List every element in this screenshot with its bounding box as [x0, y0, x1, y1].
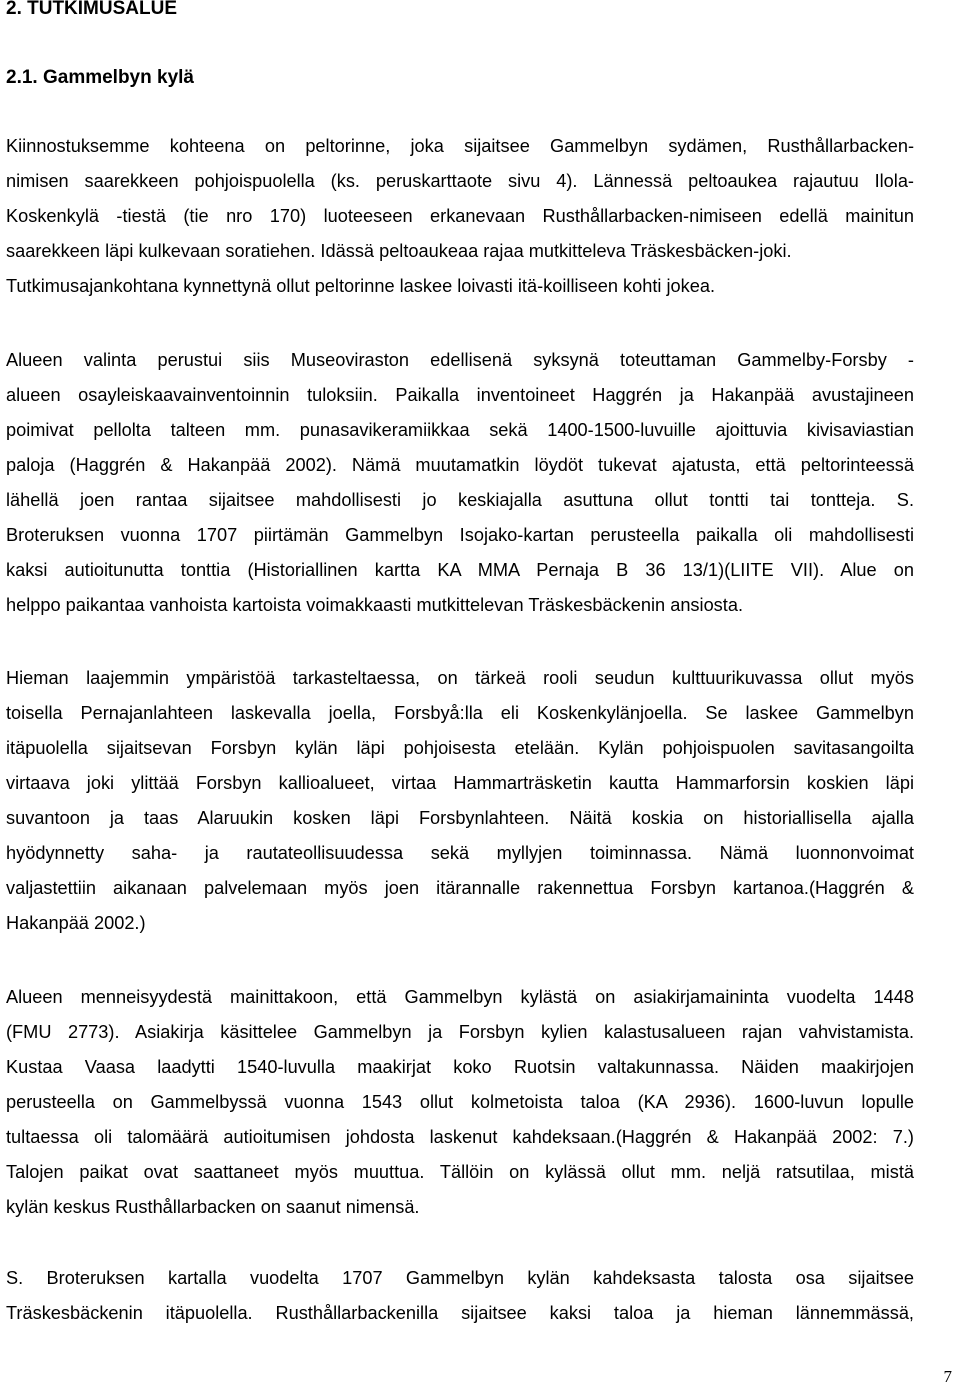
- paragraph-study-object: [6, 134, 914, 309]
- text-line: Kustaa Vaasa laadytti 1540-luvulla maakirjat koko Ruotsin valtakunnassa. Näiden maakirjojen: [6, 1057, 914, 1077]
- text-line: hyödynnetty saha- ja rautateollisuudessa sekä myllyjen toiminnassa. Nämä luonnonvoimat: [6, 843, 914, 863]
- paragraph-surroundings: [6, 666, 914, 946]
- text-line: saarekkeen läpi kulkevaan soratiehen. Idässä peltoaukeaa rajaa mutkitteleva Träskesbäcken-joki.: [6, 241, 792, 261]
- text-line: valjastettiin aikanaan palvelemaan myös joen itärannalle rakennettua Forsbyn kartanoa.(Haggrén &: [6, 878, 914, 898]
- text-line: kaksi autioitunutta tonttia (Historiallinen kartta KA MMA Pernaja B 36 13/1)(LIITE VII). Alue on: [6, 560, 914, 580]
- text-line: Alueen menneisyydestä mainittakoon, että Gammelbyn kylästä on asiakirjamaininta vuodelta 1448: [6, 987, 914, 1007]
- text-line: suvantoon ja taas Alaruukin kosken läpi Forsbynlahteen. Näitä koskia on historiallisella ajalla: [6, 808, 914, 828]
- text-line: lähellä joen rantaa sijaitsee mahdollisesti jo keskiajalla asuttuna ollut tontti tai tontteja. S.: [6, 490, 914, 510]
- chapter-heading: 2. TUTKIMUSALUE: [6, 0, 177, 19]
- text-line: Broteruksen vuonna 1707 piirtämän Gammelbyn Isojako-kartan perusteella paikalla oli mahdollisesti: [6, 525, 914, 545]
- text-line: poimivat pellolta talteen mm. punasavikeramiikkaa sekä 1400-1500-luvuille ajoittuvia kivisaviastian: [6, 420, 914, 440]
- text-line: Alueen valinta perustui siis Museoviraston edellisenä syksynä toteuttaman Gammelby-Forsby -: [6, 350, 914, 370]
- section-heading: 2.1. Gammelbyn kylä: [6, 67, 194, 88]
- text-line: Tutkimusajankohtana kynnettynä ollut peltorinne laskee loivasti itä-koilliseen kohti jokea.: [6, 276, 716, 296]
- text-line: kylän keskus Rusthållarbacken on saanut nimensä.: [6, 1197, 420, 1217]
- text-line: helppo paikantaa vanhoista kartoista voimakkaasti mutkittelevan Träskesbäckenin ansiosta.: [6, 595, 744, 615]
- text-line: Hakanpää 2002.): [6, 913, 146, 933]
- text-line: S. Broteruksen kartalla vuodelta 1707 Gammelbyn kylän kahdeksasta talosta osa sijaitsee: [6, 1268, 914, 1288]
- text-line: Hieman laajemmin ympäristöä tarkasteltaessa, on tärkeä rooli seudun kulttuurikuvassa ollut myös: [6, 668, 914, 688]
- text-line: perusteella on Gammelbyssä vuonna 1543 ollut kolmetoista taloa (KA 2936). 1600-luvun lopulle: [6, 1092, 914, 1112]
- text-line: itäpuolella sijaitsevan Forsbyn kylän läpi pohjoisesta etelään. Kylän pohjoispuolen savitasangoilta: [6, 738, 914, 758]
- text-line: alueen osayleiskaavainventoinnin tuloksiin. Paikalla inventoineet Haggrén ja Hakanpää avustajineen: [6, 385, 914, 405]
- paragraph-area-selection: [6, 348, 914, 628]
- page-number: 7: [943, 1367, 952, 1386]
- paragraph-broterus-map: [6, 1266, 914, 1336]
- text-line: (FMU 2773). Asiakirja käsittelee Gammelbyn ja Forsbyn kylien kalastusalueen rajan vahvistamista.: [6, 1022, 914, 1042]
- paragraph-history: [6, 985, 914, 1230]
- text-line: virtaava joki ylittää Forsbyn kallioalueet, virtaa Hammarträsketin kautta Hammarforsin koskien läpi: [6, 773, 914, 793]
- text-line: Träskesbäckenin itäpuolella. Rusthållarbackenilla sijaitsee kaksi taloa ja hieman lännemmässä,: [6, 1303, 914, 1323]
- text-line: Talojen paikat ovat saattaneet myös muuttua. Tällöin on kylässä ollut mm. neljä ratsutilaa, mistä: [6, 1162, 914, 1182]
- text-line: Koskenkylä -tiestä (tie nro 170) luoteeseen erkanevaan Rusthållarbacken-nimiseen edellä mainitun: [6, 206, 914, 226]
- text-line: Kiinnostuksemme kohteena on peltorinne, joka sijaitsee Gammelbyn sydämen, Rusthållarbacken-: [6, 136, 914, 156]
- text-line: toisella Pernajanlahteen laskevalla joella, Forsbyå:lla eli Koskenkylänjoella. Se laskee Gammelbyn: [6, 703, 914, 723]
- text-line: nimisen saarekkeen pohjoispuolella (ks. peruskarttaote sivu 4). Lännessä peltoaukea rajautuu Ilola-: [6, 171, 914, 191]
- text-line: paloja (Haggrén & Hakanpää 2002). Nämä muutamatkin löydöt tukevat ajatusta, että peltorinteessä: [6, 455, 914, 475]
- text-line: tultaessa oli talomäärä autioitumisen johdosta laskenut kahdeksaan.(Haggrén & Hakanpää 2002: 7.): [6, 1127, 914, 1147]
